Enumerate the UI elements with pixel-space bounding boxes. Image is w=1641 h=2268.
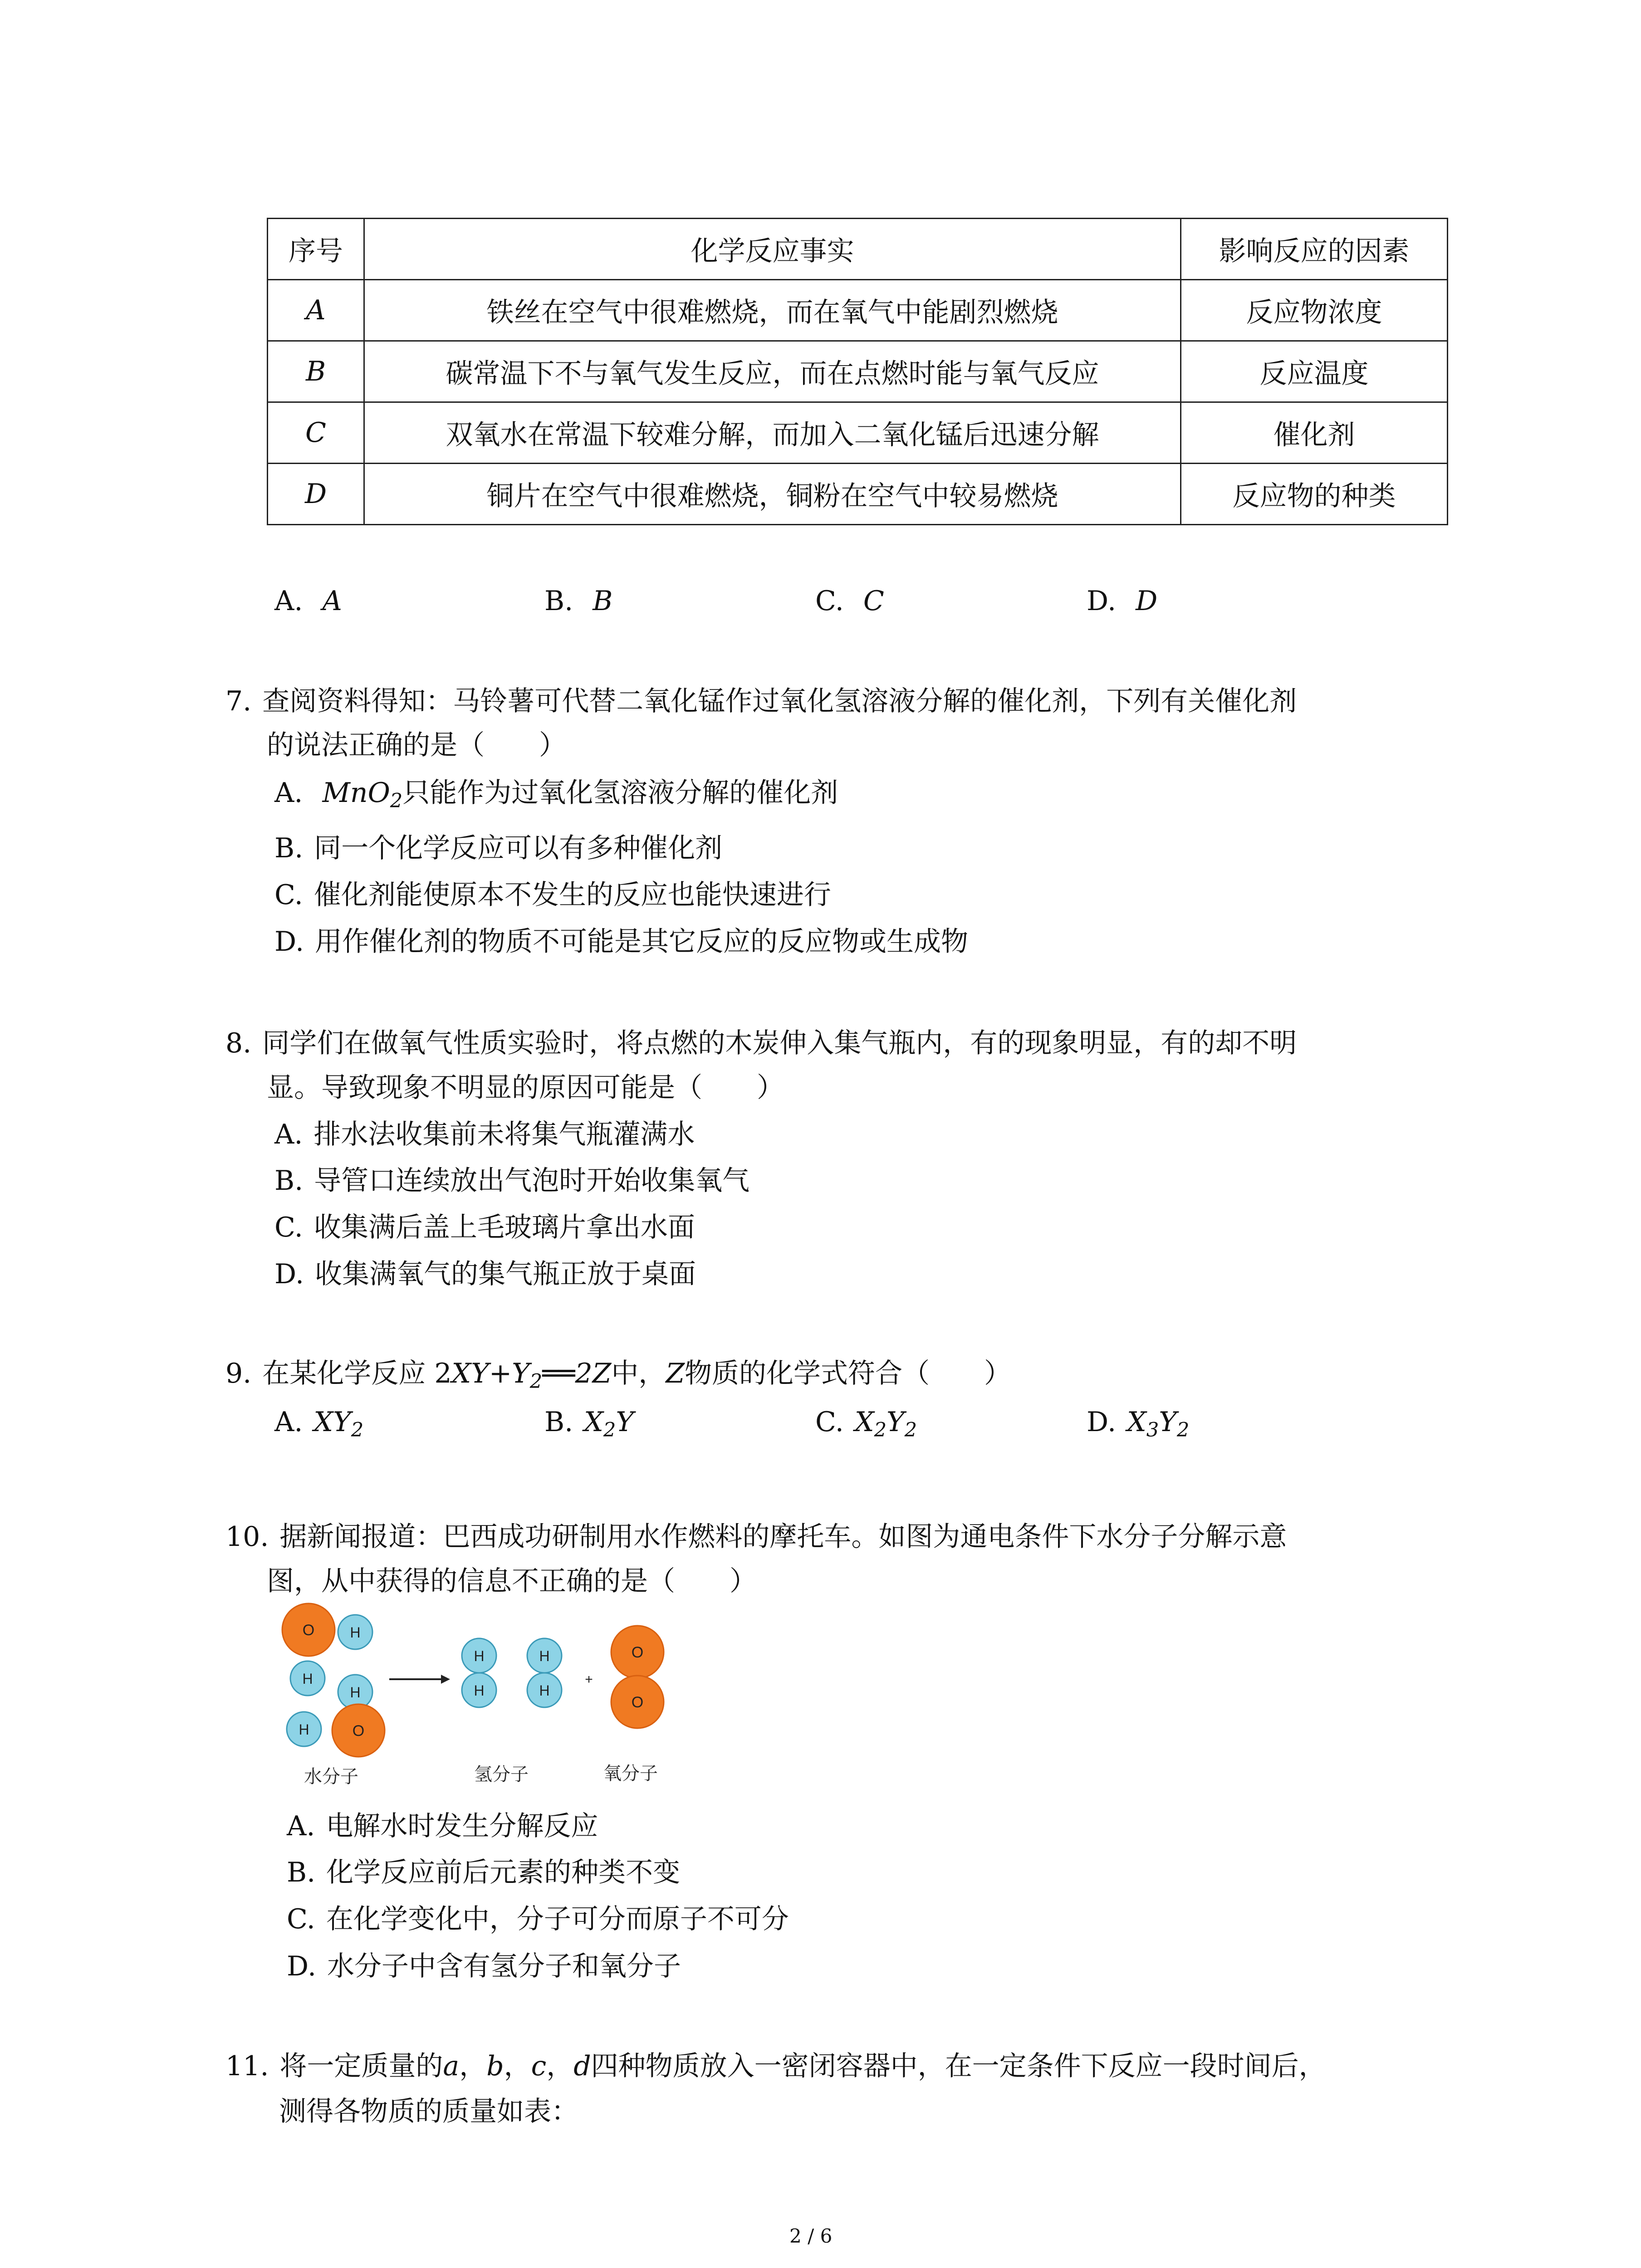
row-id-cell: C: [268, 402, 364, 464]
hydrogen-molecule-caption: 氢分子: [474, 1765, 529, 1784]
option-label: A.: [287, 1810, 315, 1842]
option-text: B: [593, 585, 613, 617]
variable: b: [486, 2050, 504, 2082]
option-text: 催化剂能使原本不发生的反应也能快速进行: [314, 879, 831, 911]
hydrogen-symbol: H: [474, 1648, 485, 1664]
table-row: [268, 402, 1448, 464]
q8-option-c[interactable]: [274, 1206, 695, 1245]
option-label: C.: [274, 1212, 303, 1243]
option-label: D.: [274, 926, 304, 958]
option-label: B.: [274, 1165, 304, 1197]
question-8-line2: 显。导致现象不明显的原因可能是（ ）: [267, 1072, 784, 1104]
question-10-line2: 图，从中获得的信息不正确的是（ ）: [267, 1565, 757, 1597]
q6-option-b[interactable]: [544, 585, 612, 617]
question-number: 11.: [225, 2050, 269, 2082]
fact-cell: 铜片在空气中很难燃烧，铜粉在空气中较易燃烧: [364, 464, 1181, 525]
factor-cell: 反应温度: [1181, 341, 1448, 402]
equation: $XY+Y_2══2Z$: [451, 1358, 612, 1393]
q7-option-b[interactable]: [274, 826, 722, 865]
variable: a: [443, 2050, 460, 2082]
oxygen-symbol: O: [631, 1694, 644, 1711]
option-label: D.: [274, 1258, 304, 1290]
option-label: D.: [1087, 1406, 1117, 1438]
option-text: C: [863, 585, 884, 617]
q10-option-c[interactable]: [287, 1897, 789, 1936]
q6-option-a[interactable]: [274, 585, 342, 617]
factor-cell: 反应物浓度: [1181, 280, 1448, 341]
hydrogen-symbol: H: [350, 1684, 361, 1701]
q7-option-c[interactable]: [274, 873, 831, 912]
option-text: 在化学变化中，分子可分而原子不可分: [326, 1903, 789, 1935]
option-label: C.: [815, 585, 844, 617]
option-text: 化学反应前后元素的种类不变: [326, 1857, 681, 1888]
option-label: B.: [274, 832, 304, 864]
q6-option-c[interactable]: [815, 585, 884, 617]
question-text: 物质的化学式符合（ ）: [685, 1358, 1012, 1389]
option-label: A.: [274, 1119, 303, 1150]
q7-option-d[interactable]: [274, 920, 968, 959]
variable: d: [573, 2050, 591, 2082]
question-text: 在某化学反应 2: [262, 1358, 452, 1389]
fact-cell: 铁丝在空气中很难燃烧，而在氧气中能剧烈燃烧: [364, 280, 1181, 341]
question-text: 查阅资料得知：马铃薯可代替二氧化锰作过氧化氢溶液分解的催化剂，下列有关催化剂: [262, 685, 1297, 717]
hydrogen-symbol: H: [474, 1682, 485, 1699]
mno2-formula: MnO$_2$: [322, 777, 403, 813]
oxygen-symbol: O: [631, 1644, 644, 1661]
table-header-row: [268, 219, 1448, 280]
variable-z: Z: [666, 1358, 685, 1389]
reaction-factors-table: [267, 218, 1448, 525]
q8-option-b[interactable]: [274, 1159, 749, 1198]
page-number: 2 / 6: [789, 2225, 833, 2247]
option-text: 用作催化剂的物质不可能是其它反应的反应物或生成物: [315, 926, 969, 958]
table-row: [268, 464, 1448, 525]
water-molecule-caption: 水分子: [304, 1767, 358, 1787]
formula: $X_3Y_2$: [1127, 1406, 1190, 1442]
question-number: 8.: [225, 1027, 252, 1059]
option-text: A: [322, 585, 342, 617]
option-label: C.: [815, 1406, 844, 1438]
question-text: 四种物质放入一密闭容器中，在一定条件下反应一段时间后，: [591, 2050, 1326, 2082]
option-text: 收集满氧气的集气瓶正放于桌面: [315, 1258, 696, 1290]
q6-option-d[interactable]: [1087, 585, 1157, 617]
question-7-line1: [225, 679, 1297, 719]
option-label: B.: [287, 1857, 316, 1888]
question-text: 将一定质量的: [279, 2050, 443, 2082]
question-text: 同学们在做氧气性质实验时，将点燃的木炭伸入集气瓶内，有的现象明显，有的却不明: [262, 1027, 1297, 1059]
option-label: D.: [1087, 585, 1117, 617]
option-label: A.: [274, 585, 303, 617]
oxygen-molecule-caption: 氧分子: [603, 1764, 658, 1784]
reaction-arrowhead: [441, 1675, 450, 1684]
option-text: D: [1136, 585, 1158, 617]
formula: $XY_2$: [314, 1406, 364, 1442]
table-header-cell: 序号: [268, 219, 364, 280]
question-text: 据新闻报道：巴西成功研制用水作燃料的摩托车。如图为通电条件下水分子分解示意: [279, 1521, 1287, 1553]
option-text: 只能作为过氧化氢溶液分解的催化剂: [402, 777, 838, 809]
table-header-cell: 化学反应事实: [364, 219, 1181, 280]
q8-option-d[interactable]: [274, 1252, 696, 1291]
row-id-cell: B: [268, 341, 364, 402]
hydrogen-symbol: H: [350, 1624, 361, 1641]
variable: c: [531, 2050, 547, 2082]
option-text: 排水法收集前未将集气瓶灌满水: [314, 1119, 695, 1150]
question-9: [225, 1352, 1011, 1391]
option-label: A.: [274, 1406, 303, 1438]
oxygen-symbol: O: [352, 1722, 365, 1740]
row-id-cell: D: [268, 464, 364, 525]
q9-option-c[interactable]: [815, 1406, 917, 1442]
option-label: C.: [274, 879, 303, 911]
water-decomposition-diagram: [272, 1601, 690, 1810]
separator: ，: [546, 2050, 574, 2082]
q9-option-d[interactable]: [1087, 1406, 1190, 1442]
question-10-line1: [225, 1515, 1287, 1554]
separator: ，: [459, 2050, 487, 2082]
factor-cell: 催化剂: [1181, 402, 1448, 464]
question-number: 9.: [225, 1358, 252, 1389]
option-text: 水分子中含有氢分子和氧分子: [327, 1950, 681, 1982]
hydrogen-symbol: H: [302, 1671, 313, 1687]
q9-option-b[interactable]: [544, 1406, 634, 1442]
option-text: 电解水时发生分解反应: [326, 1810, 598, 1842]
separator: ，: [504, 2050, 531, 2082]
q10-option-d[interactable]: [287, 1945, 681, 1984]
question-8-line1: [225, 1022, 1297, 1061]
q10-option-b[interactable]: [287, 1851, 680, 1890]
table-row: [268, 341, 1448, 402]
formula: $X_2Y$: [584, 1406, 634, 1442]
option-label: B.: [544, 1406, 573, 1438]
q8-option-a[interactable]: [274, 1113, 695, 1152]
hydrogen-symbol: H: [299, 1721, 309, 1738]
q7-option-a[interactable]: [274, 771, 838, 813]
option-text: 收集满后盖上毛玻璃片拿出水面: [314, 1212, 695, 1243]
question-text: 中，: [611, 1358, 666, 1389]
oxygen-symbol: O: [302, 1622, 315, 1639]
option-label: B.: [544, 585, 573, 617]
question-11-line2: 测得各物质的质量如表：: [279, 2096, 578, 2127]
question-7-line2: 的说法正确的是（ ）: [267, 729, 566, 761]
hydrogen-symbol: H: [539, 1648, 550, 1664]
table-header-cell: 影响反应的因素: [1181, 219, 1448, 280]
fact-cell: 碳常温下不与氧气发生反应，而在点燃时能与氧气反应: [364, 341, 1181, 402]
factor-cell: 反应物的种类: [1181, 464, 1448, 525]
hydrogen-symbol: H: [539, 1682, 550, 1699]
question-11-line1: [225, 2044, 1326, 2083]
option-label: D.: [287, 1950, 317, 1982]
question-number: 10.: [225, 1521, 269, 1553]
fact-cell: 双氧水在常温下较难分解，而加入二氧化锰后迅速分解: [364, 402, 1181, 464]
option-text: 导管口连续放出气泡时开始收集氧气: [314, 1165, 750, 1197]
q10-option-a[interactable]: [287, 1804, 598, 1843]
option-label: A.: [274, 777, 303, 809]
row-id-cell: A: [268, 280, 364, 341]
plus-sign: +: [585, 1672, 593, 1687]
formula: $X_2Y_2$: [854, 1406, 917, 1442]
table-row: [268, 280, 1448, 341]
option-text: 同一个化学反应可以有多种催化剂: [314, 832, 723, 864]
question-number: 7.: [225, 685, 252, 717]
q9-option-a[interactable]: [274, 1406, 364, 1442]
option-label: C.: [287, 1903, 315, 1935]
